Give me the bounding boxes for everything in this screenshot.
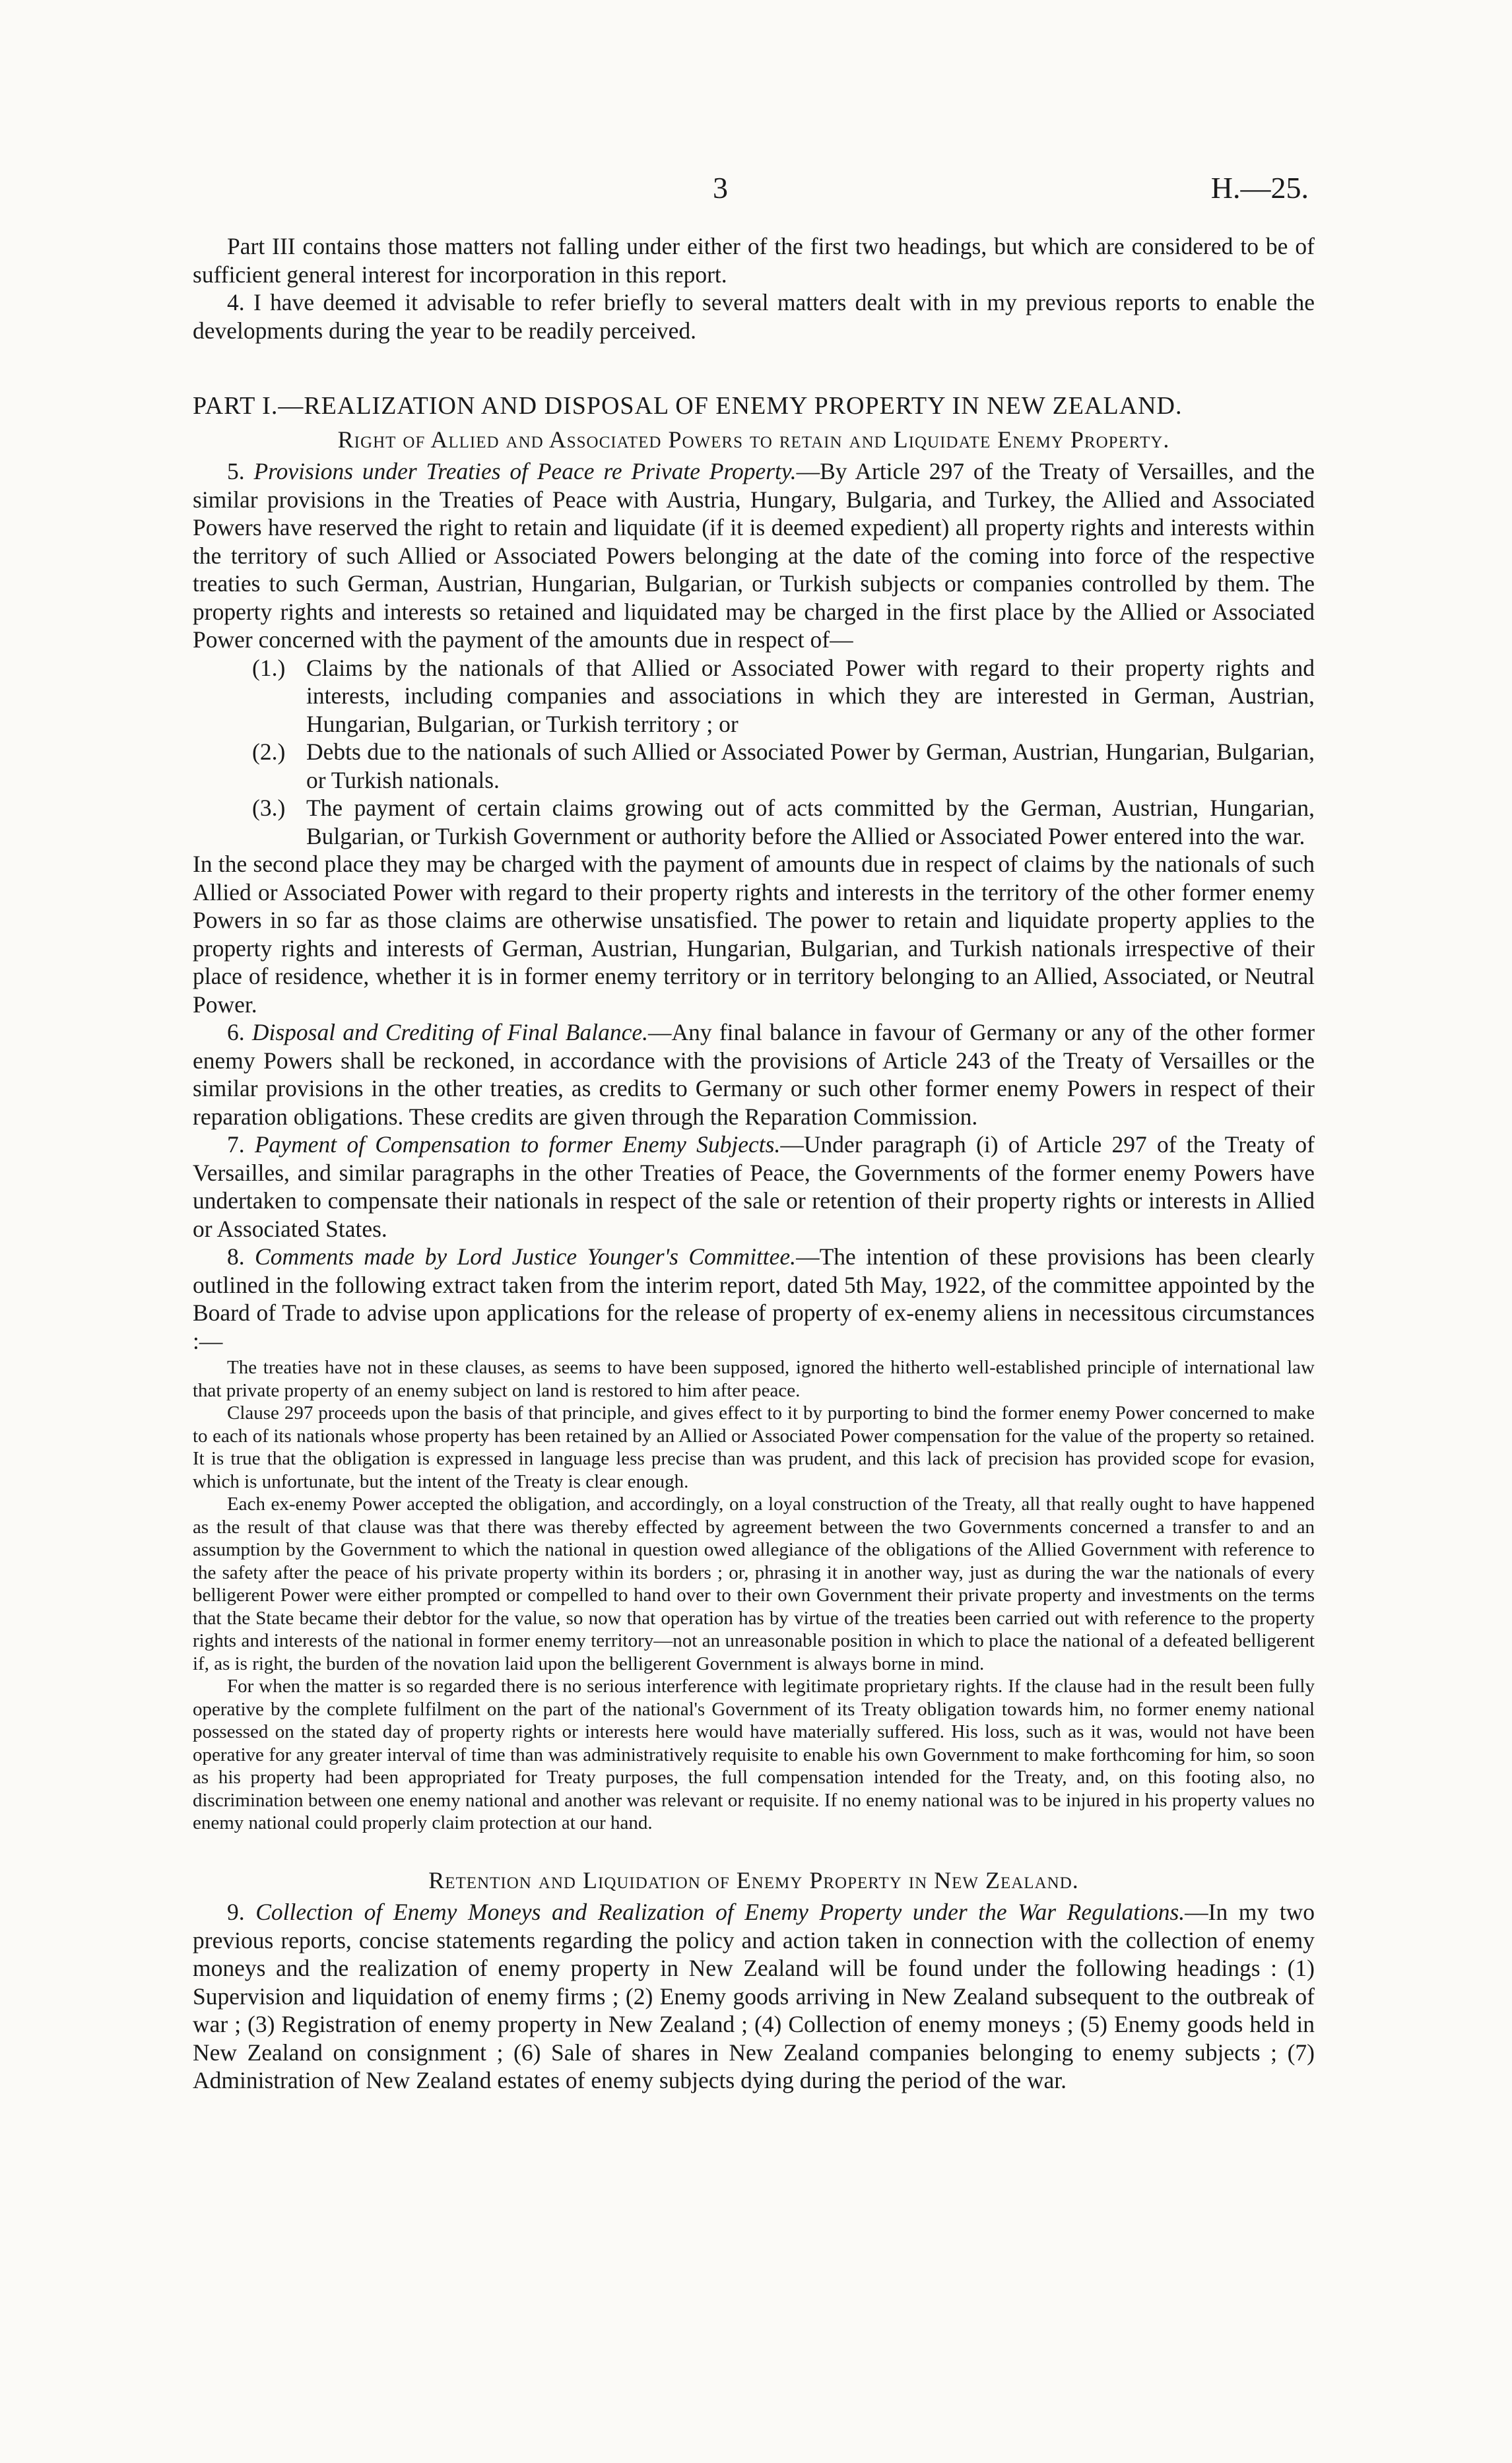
paragraph-title: Payment of Compensation to former Enemy Subjects. bbox=[254, 1131, 781, 1158]
paragraph-number: 9. bbox=[227, 1899, 245, 1925]
page-number: 3 bbox=[713, 171, 728, 205]
list-item bbox=[193, 738, 1315, 794]
paragraph-number: 6. bbox=[227, 1019, 245, 1045]
paragraph-text: —The intention of these provisions has been clearly outlined in the following extract taken from the interim report, dated 5th May, 1922, of the committee appointed by the Board of Trade to advise upon applications for the release of property of ex-enemy aliens in necessitous circumstances :— bbox=[193, 1243, 1315, 1354]
committee-quote bbox=[193, 1356, 1315, 1835]
list-item bbox=[193, 654, 1315, 739]
intro-paragraph-4: 4. I have deemed it advisable to refer briefly to several matters dealt with in my previous reports to enable the developments during the year to be readily perceived. bbox=[193, 289, 1315, 344]
paragraph-9 bbox=[193, 1898, 1315, 2095]
paragraph-5 bbox=[193, 457, 1315, 654]
paragraph-6 bbox=[193, 1018, 1315, 1131]
list-item-number: (1.) bbox=[252, 654, 286, 681]
document-reference: H.—25. bbox=[1210, 171, 1309, 205]
section-subheading-2: Retention and Liquidation of Enemy Property in New Zealand. bbox=[428, 1866, 1079, 1893]
paragraph-number: 7. bbox=[227, 1131, 245, 1158]
list-item-text: Debts due to the nationals of such Allied or Associated Power by German, Austrian, Hungarian, Bulgarian, or Turkish nationals. bbox=[306, 739, 1315, 793]
paragraph-5-continuation: In the second place they may be charged with the payment of amounts due in respect of claims by the nationals of such Allied or Associated Power with regard to their property rights and interests in the territory of the other former enemy Powers in so far as those claims are otherwise unsatisfied. The power to retain and liquidate property applies to the property rights and interests of German, Austrian, Hungarian, Bulgarian, and Turkish nationals irrespective of their place of residence, whether it is in former enemy territory or in territory belonging to an Allied, Associated, or Neutral Power. bbox=[193, 851, 1315, 1018]
paragraph-text: —Any final balance in favour of Germany or any of the other former enemy Powers shall be reckoned, in accordance with the provisions of Article 243 of the Treaty of Versailles or the similar provisions in the other treaties, as credits to Germany or such other former enemy Powers in respect of their reparation obligations. These credits are given through the Reparation Commission. bbox=[193, 1019, 1315, 1130]
quote-paragraph: For when the matter is so regarded there is no serious interference with legitimate proprietary rights. If the clause had in the result been fully operative by the complete fulfilment on the part of the national's Government of its Treaty obligation towards him, no former enemy national possessed on the stated day of property rights or interests here would have materially suffered. His loss, such as it was, would not have been operative for any greater interval of time than was administratively requisite to enable his own Government to make forthcoming for him, so soon as his property had been appropriated for Treaty purposes, the full compensation intended for the Treaty, and, on this footing also, no discrimination between one enemy national and another was relevant or requisite. If no enemy national was to be injured in his property values no enemy national could properly claim protection at our hand. bbox=[193, 1676, 1315, 1833]
paragraph-number: 8. bbox=[227, 1243, 245, 1270]
claims-list bbox=[193, 654, 1315, 851]
list-item-text: The payment of certain claims growing out of acts committed by the German, Austrian, Hungarian, Bulgarian, or Turkish Government or authority before the Allied or Associated Power entered into the war. bbox=[306, 795, 1315, 849]
document-body bbox=[193, 232, 1315, 2095]
paragraph-8 bbox=[193, 1243, 1315, 1355]
list-item-text: Claims by the nationals of that Allied or Associated Power with regard to their property rights and interests, including companies and associations in which they are interested in German, Austrian, Hungarian, Bulgarian, or Turkish territory ; or bbox=[306, 654, 1315, 737]
list-item-number: (2.) bbox=[252, 739, 286, 765]
paragraph-title: Provisions under Treaties of Peace re Private Property. bbox=[253, 458, 797, 484]
paragraph-title: Collection of Enemy Moneys and Realization of Enemy Property under the War Regulations. bbox=[255, 1899, 1185, 1925]
paragraph-text: —Under paragraph (i) of Article 297 of the Treaty of Versailles, and similar paragraphs in the other Treaties of Peace, the Governments of the former enemy Powers have undertaken to compensate their nationals in respect of the sale or retention of their property rights or interests in Allied or Associated States. bbox=[193, 1131, 1315, 1242]
quote-paragraph: Clause 297 proceeds upon the basis of that principle, and gives effect to it by purporting to bind the former enemy Power concerned to make to each of its nationals whose property has been retained by an Allied or Associated Power compensation for the value of the property so retained. It is true that the obligation is expressed in language less precise than was prudent, and this lack of precision has provided scope for evasion, which is unfortunate, but the intent of the Treaty is clear enough. bbox=[193, 1402, 1315, 1492]
paragraph-title: Disposal and Crediting of Final Balance. bbox=[251, 1019, 648, 1045]
list-item-number: (3.) bbox=[252, 795, 286, 821]
section-subheading: Right of Allied and Associated Powers to retain and Liquidate Enemy Property. bbox=[337, 426, 1170, 453]
paragraph-number: 5. bbox=[227, 458, 245, 484]
list-item bbox=[193, 794, 1315, 850]
part-heading: PART I.—REALIZATION AND DISPOSAL OF ENEMY PROPERTY IN NEW ZEALAND. bbox=[193, 392, 1183, 420]
paragraph-text: —In my two previous reports, concise statements regarding the policy and action taken in connection with the collection of enemy moneys and the realization of enemy property in New Zealand will be found under the following headings : (1) Supervision and liquidation of enemy firms ; (2) Enemy goods arriving in New Zealand subsequent to the outbreak of war ; (3) Registration of enemy property in New Zealand ; (4) Collection of enemy moneys ; (5) Enemy goods held in New Zealand on consignment ; (6) Sale of shares in New Zealand companies belonging to enemy subjects ; (7) Administration of New Zealand estates of enemy subjects dying during the period of the war. bbox=[193, 1899, 1315, 2093]
intro-paragraph-part3: Part III contains those matters not falling under either of the first two headings, but which are considered to be of sufficient general interest for incorporation in this report. bbox=[193, 233, 1315, 288]
paragraph-title: Comments made by Lord Justice Younger's Committee. bbox=[255, 1243, 797, 1270]
paragraph-7 bbox=[193, 1131, 1315, 1243]
quote-paragraph: The treaties have not in these clauses, as seems to have been supposed, ignored the hitherto well-established principle of international law that private property of an enemy subject on land is restored to him after peace. bbox=[193, 1357, 1315, 1401]
quote-paragraph: Each ex-enemy Power accepted the obligation, and accordingly, on a loyal construction of the Treaty, all that really ought to have happened as the result of that clause was that there was thereby effected by agreement between the two Governments concerned a transfer to and an assumption by the Government to which the national in question owed allegiance of the obligations of the Allied Government with reference to the safety after the peace of his private property within its borders ; or, phrasing it in another way, just as during the war the nationals of every belligerent Power were either prompted or compelled to hand over to their own Government their private property and investments on the terms that the State became their debtor for the value, so now that operation has by virtue of the treaties been carried out with reference to the property rights and interests of the national in former enemy territory—not an unreasonable position in which to place the national of a defeated belligerent if, as is right, the burden of the novation laid upon the belligerent Government is always borne in mind. bbox=[193, 1494, 1315, 1674]
paragraph-text: —By Article 297 of the Treaty of Versailles, and the similar provisions in the Treaties of Peace with Austria, Hungary, Bulgaria, and Turkey, the Allied and Associated Powers have reserved the right to retain and liquidate (if it is deemed expedient) all property rights and interests within the territory of such Allied or Associated Powers belonging at the date of the coming into force of the respective treaties to such German, Austrian, Hungarian, Bulgarian, or Turkish subjects or companies controlled by them. The property rights and interests so retained and liquidated may be charged in the first place by the Allied or Associated Power concerned with the payment of the amounts due in respect of— bbox=[193, 458, 1315, 653]
page-header bbox=[0, 170, 1512, 210]
